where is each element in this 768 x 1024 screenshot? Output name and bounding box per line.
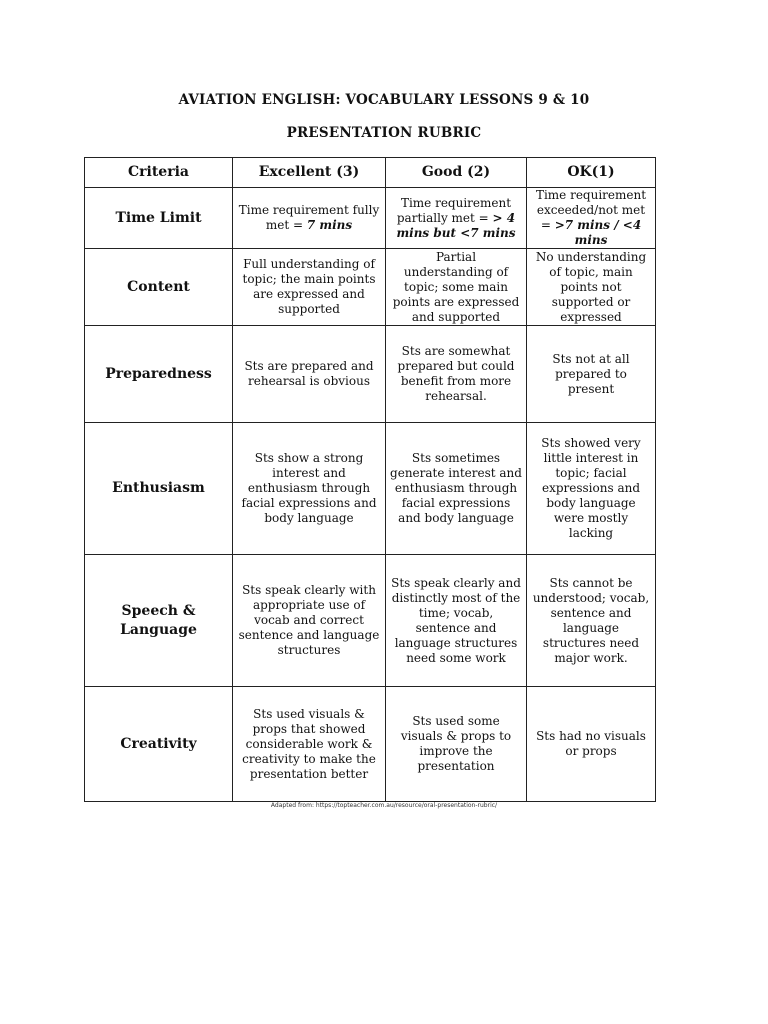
cell-excellent: Full understanding of topic; the main points are expressed and supported [233,249,386,326]
cell-excellent [233,188,386,249]
cell-ok: Sts had no visuals or props [527,687,656,802]
table-row [85,249,656,326]
rubric-table [84,157,656,802]
criterion-enthusiasm: Enthusiasm [85,423,233,555]
criterion-time-limit: Time Limit [85,188,233,249]
cell-ok: No understanding of topic, main points not supported or expressed [527,249,656,326]
criterion-preparedness: Preparedness [85,326,233,423]
document-title: AVIATION ENGLISH: VOCABULARY LESSONS 9 & 10 [178,92,590,108]
cell-ok: Sts showed very little interest in topic; facial expressions and body language were mostly lacking [527,423,656,555]
table-row [85,326,656,423]
table-row [85,188,656,249]
criterion-speech-language: Speech & Language [85,555,233,687]
source-footnote: Adapted from: https://topteacher.com.au/resource/oral-presentation-rubric/ [270,802,498,809]
cell-ok: Sts cannot be understood; vocab, sentence and language structures need major work. [527,555,656,687]
table-row [85,555,656,687]
header-row [85,158,656,188]
cell-good: Partial understanding of topic; some main points are expressed and supported [386,249,527,326]
cell-excellent: Sts are prepared and rehearsal is obvious [233,326,386,423]
cell-emphasis: > 4 mins but <7 mins [396,210,516,240]
cell-good [386,188,527,249]
cell-excellent: Sts used visuals & props that showed considerable work & creativity to make the presentation better [233,687,386,802]
cell-text: Time requirement partially met = [396,195,512,225]
cell-emphasis: >7 mins / <4 mins [554,218,642,247]
header-ok: OK(1) [527,158,656,188]
header-criteria: Criteria [85,158,233,188]
header-excellent: Excellent (3) [233,158,386,188]
cell-ok [527,188,656,249]
criterion-content: Content [85,249,233,326]
document-subtitle: PRESENTATION RUBRIC [286,125,482,141]
cell-text: Time requirement fully met = [238,203,380,232]
cell-good: Sts speak clearly and distinctly most of the time; vocab, sentence and language structures need some work [386,555,527,687]
cell-emphasis: 7 mins [306,218,353,232]
cell-good: Sts used some visuals & props to improve the presentation [386,687,527,802]
cell-ok: Sts not at all prepared to present [527,326,656,423]
cell-excellent: Sts speak clearly with appropriate use of vocab and correct sentence and language structures [233,555,386,687]
cell-text: Time requirement exceeded/not met = [535,188,647,232]
criterion-creativity: Creativity [85,687,233,802]
table-row [85,687,656,802]
header-good: Good (2) [386,158,527,188]
cell-good: Sts sometimes generate interest and enthusiasm through facial expressions and body language [386,423,527,555]
table-row [85,423,656,555]
cell-excellent: Sts show a strong interest and enthusiasm through facial expressions and body language [233,423,386,555]
cell-good: Sts are somewhat prepared but could benefit from more rehearsal. [386,326,527,423]
